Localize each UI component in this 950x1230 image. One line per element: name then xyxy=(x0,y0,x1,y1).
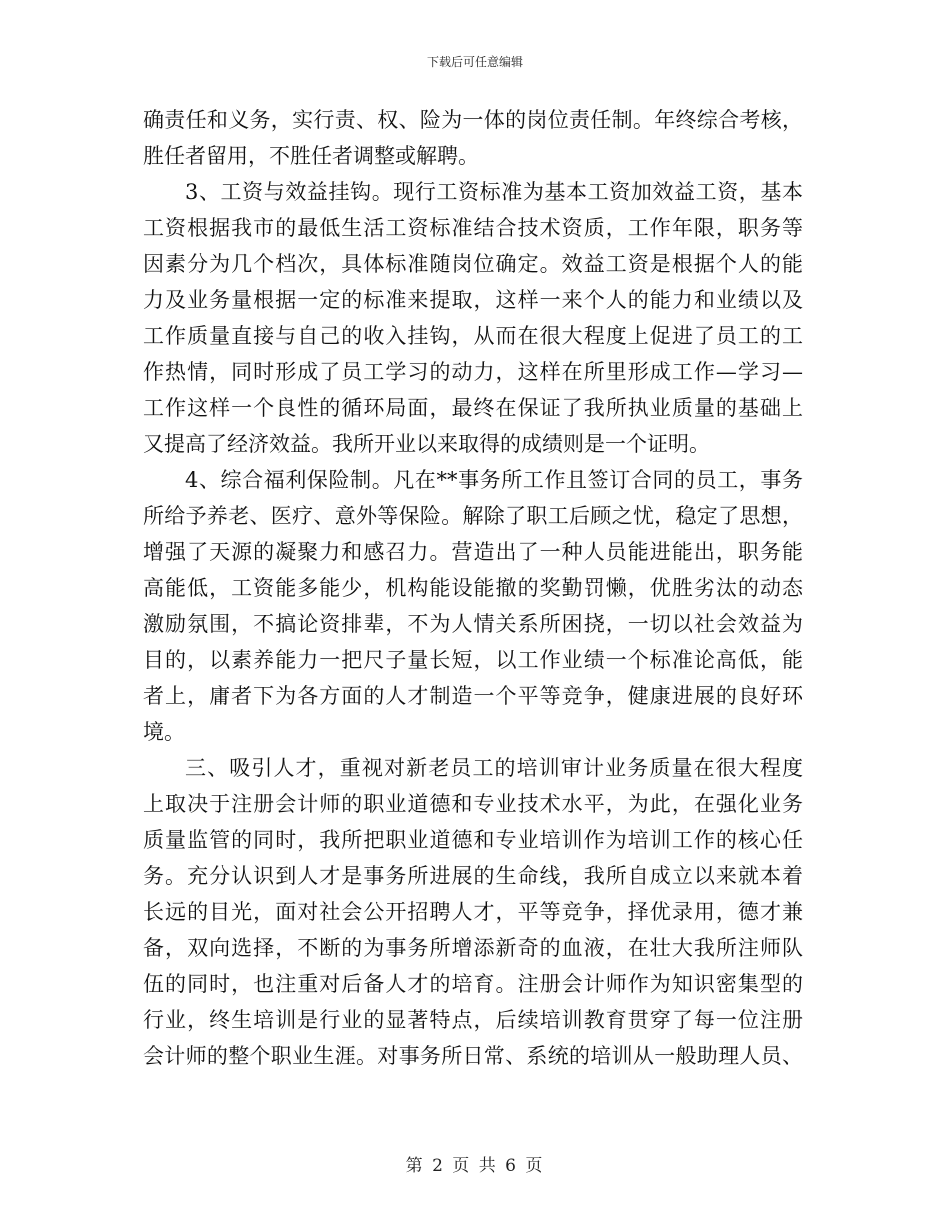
text-line: 力及业务量根据一定的标准来提取，这样一来个人的能力和业绩以及 xyxy=(143,288,803,312)
page-header: 下载后可任意编辑 xyxy=(426,55,523,69)
page-footer: 第 2 页 共 6 页 xyxy=(405,1156,545,1176)
text-line: 4、综合福利保险制。凡在**事务所工作且签订合同的员工，事务 xyxy=(185,468,803,492)
text-line: 又提高了经济效益。我所开业以来取得的成绩则是一个证明。 xyxy=(143,432,710,456)
text-line: 胜任者留用，不胜任者调整或解聘。 xyxy=(143,144,479,168)
text-line: 长远的目光，面对社会公开招聘人才，平等竞争，择优录用，德才兼 xyxy=(143,900,803,924)
text-line: 境。 xyxy=(143,720,185,744)
text-line: 行业，终生培训是行业的显著特点，后续培训教育贯穿了每一位注册 xyxy=(143,1008,803,1032)
text-line: 作热情，同时形成了员工学习的动力，这样在所里形成工作—学习— xyxy=(143,360,803,384)
text-line: 备，双向选择，不断的为事务所增添新奇的血液，在壮大我所注师队 xyxy=(143,936,803,960)
text-line: 激励氛围，不搞论资排辈，不为人情关系所困挠，一切以社会效益为 xyxy=(143,612,803,636)
text-line: 质量监管的同时，我所把职业道德和专业培训作为培训工作的核心任 xyxy=(143,828,803,852)
text-line: 增强了天源的凝聚力和感召力。营造出了一种人员能进能出，职务能 xyxy=(143,540,803,564)
text-line: 会计师的整个职业生涯。对事务所日常、系统的培训从一般助理人员、 xyxy=(143,1044,803,1068)
text-line: 务。充分认识到人才是事务所进展的生命线，我所自成立以来就本着 xyxy=(143,864,803,888)
document-body xyxy=(143,102,803,1074)
text-line: 者上，庸者下为各方面的人才制造一个平等竞争，健康进展的良好环 xyxy=(143,684,803,708)
text-line: 高能低，工资能多能少，机构能设能撤的奖勤罚懒，优胜劣汰的动态 xyxy=(143,576,803,600)
text-line: 确责任和义务，实行责、权、险为一体的岗位责任制。年终综合考核， xyxy=(143,108,803,132)
text-line: 三、吸引人才，重视对新老员工的培训审计业务质量在很大程度 xyxy=(185,756,803,780)
text-line: 工作质量直接与自己的收入挂钩，从而在很大程度上促进了员工的工 xyxy=(143,324,803,348)
text-line: 上取决于注册会计师的职业道德和专业技术水平，为此，在强化业务 xyxy=(143,792,803,816)
text-line: 工资根据我市的最低生活工资标准结合技术资质，工作年限，职务等 xyxy=(143,216,803,240)
text-line: 3、工资与效益挂钩。现行工资标准为基本工资加效益工资，基本 xyxy=(185,180,803,204)
text-line: 因素分为几个档次，具体标准随岗位确定。效益工资是根据个人的能 xyxy=(143,252,803,276)
text-line: 伍的同时，也注重对后备人才的培育。注册会计师作为知识密集型的 xyxy=(143,972,803,996)
text-line: 所给予养老、医疗、意外等保险。解除了职工后顾之忧，稳定了思想， xyxy=(143,504,803,528)
text-line: 工作这样一个良性的循环局面，最终在保证了我所执业质量的基础上 xyxy=(143,396,803,420)
text-line: 目的，以素养能力一把尺子量长短，以工作业绩一个标准论高低，能 xyxy=(143,648,803,672)
